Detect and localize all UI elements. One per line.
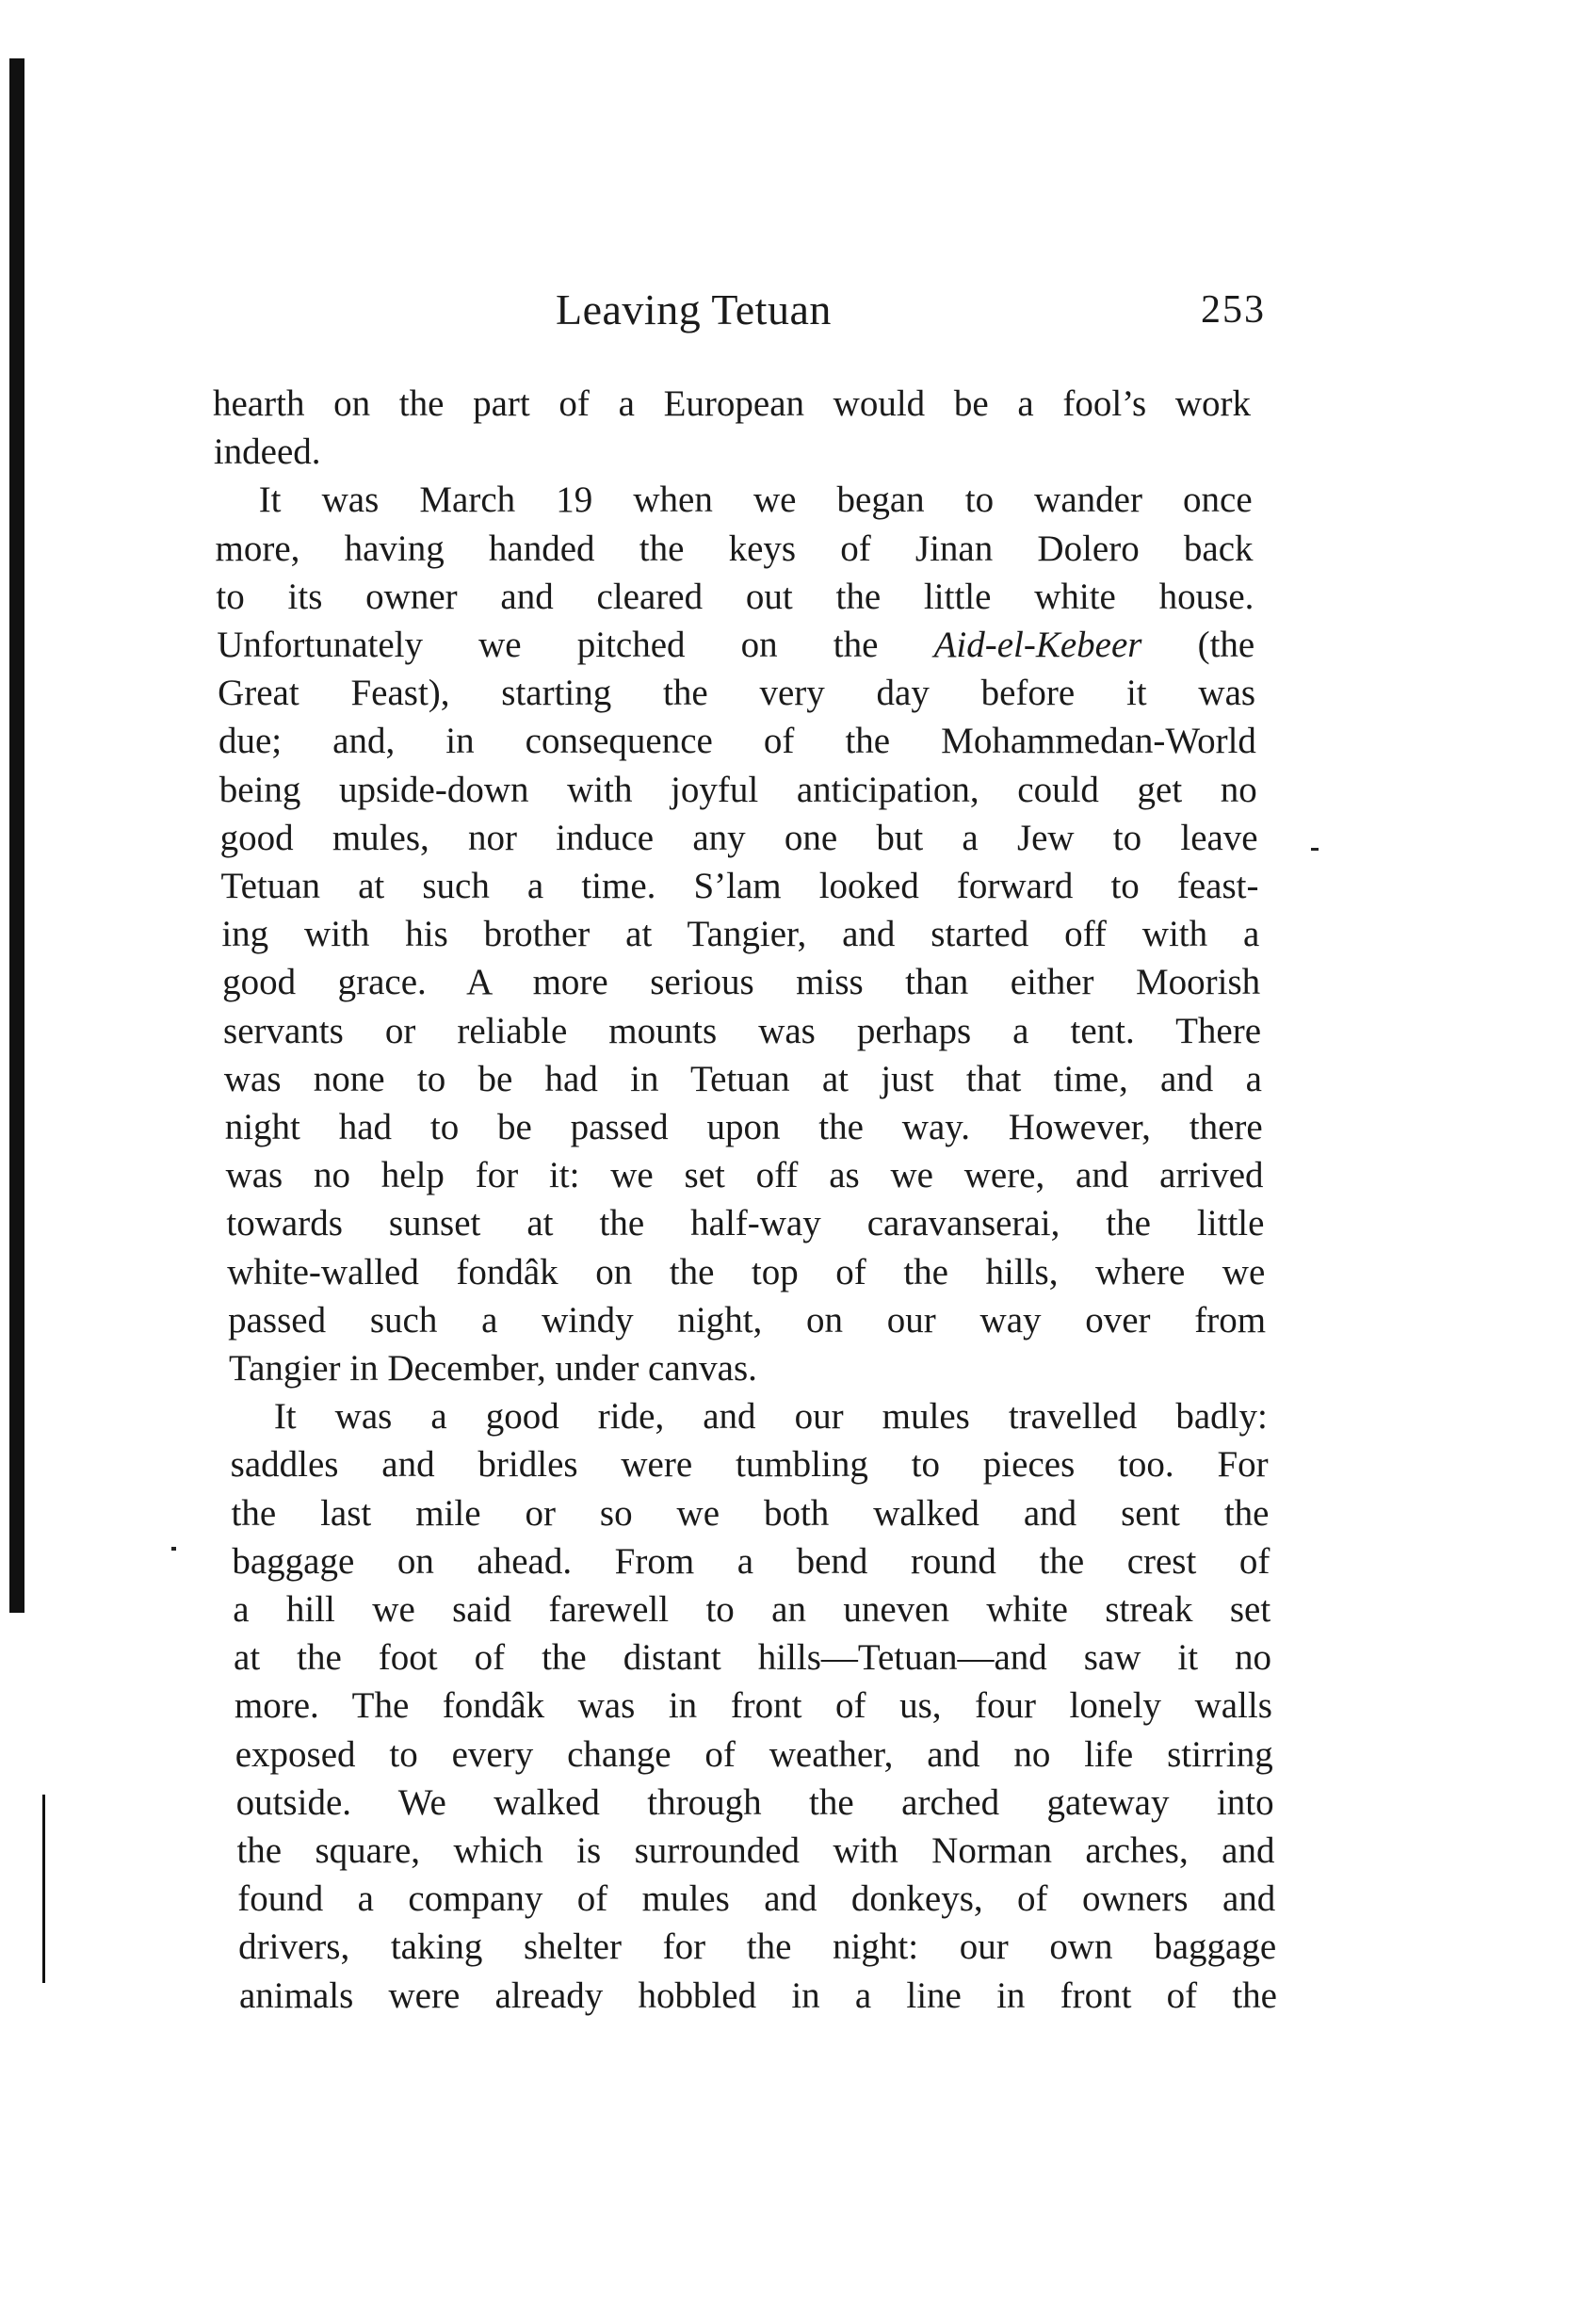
line-text: night had to be passed upon the way. However, there	[224, 1107, 1263, 1147]
line-text: the last mile or so we both walked and sent the	[231, 1492, 1270, 1534]
line-text: It was a good ride, and our mules travelled badly:	[273, 1396, 1268, 1438]
line-text: being upside-down with joyful anticipation, could get no	[218, 769, 1257, 810]
text-line	[233, 1588, 1270, 1632]
text-line	[231, 1443, 1269, 1487]
text-line	[218, 720, 1256, 763]
text-line	[216, 576, 1254, 619]
scan-binding-edge	[9, 58, 24, 1613]
line-text-after: (the	[1141, 625, 1255, 665]
line-text: servants or reliable mounts was perhaps a tent. There	[223, 1010, 1262, 1051]
text-line	[221, 913, 1259, 956]
text-line	[232, 1540, 1270, 1584]
running-header-title: Leaving Tetuan	[556, 285, 832, 333]
page-number: 253	[1201, 288, 1266, 332]
text-line	[227, 1251, 1265, 1294]
text-line	[236, 1829, 1274, 1873]
text-line	[235, 1733, 1273, 1777]
line-text: hearth on the part of a European would be a fool’s work	[213, 383, 1251, 424]
line-text: was none to be had in Tetuan at just that time, and a	[223, 1058, 1262, 1099]
line-text: Tetuan at such a time. S’lam looked forward to feast-	[220, 866, 1259, 906]
text-line	[214, 431, 1252, 474]
text-line	[226, 1154, 1264, 1197]
text-line	[220, 817, 1258, 860]
text-line	[220, 865, 1258, 908]
text-line	[232, 1492, 1270, 1536]
line-text: Tangier in December, under canvas.	[228, 1348, 757, 1389]
scan-binding-edge-lower	[42, 1795, 45, 1983]
line-text: drivers, taking shelter for the night: our own baggage	[238, 1926, 1277, 1968]
line-text: found a company of mules and donkeys, of owners and	[237, 1878, 1276, 1920]
text-line	[234, 1636, 1271, 1680]
line-text: saddles and bridles were tumbling to pieces too. For	[230, 1444, 1269, 1486]
text-line	[228, 1299, 1266, 1342]
text-line	[219, 769, 1257, 812]
scan-speck	[171, 1547, 176, 1551]
line-text: towards sunset at the half-way caravanserai, the little	[226, 1203, 1265, 1244]
line-text: baggage on ahead. From a bend round the crest of	[232, 1540, 1270, 1582]
text-line	[218, 672, 1255, 715]
line-text: was no help for it: we set off as we were, and arrived	[225, 1155, 1264, 1196]
line-text: the square, which is surrounded with Norman arches, and	[236, 1830, 1275, 1871]
line-text: outside. We walked through the arched gateway into	[235, 1781, 1274, 1823]
text-line	[217, 624, 1254, 667]
text-line	[259, 479, 1253, 522]
line-text: white-walled fondâk on the top of the hills, where we	[227, 1251, 1266, 1292]
line-text: exposed to every change of weather, and no life stirring	[235, 1733, 1273, 1775]
line-text: more. The fondâk was in front of us, four lonely walls	[234, 1685, 1272, 1727]
scan-speck	[1311, 848, 1319, 851]
text-line	[222, 961, 1260, 1004]
line-text: animals were already hobbled in a line in front of the	[239, 1975, 1277, 2016]
text-line	[229, 1347, 1267, 1390]
text-line	[274, 1395, 1268, 1438]
text-line	[237, 1877, 1275, 1921]
line-text: Great Feast), starting the very day before it was	[218, 673, 1256, 714]
text-line	[238, 1926, 1276, 1969]
line-text: indeed.	[213, 431, 321, 473]
text-line	[223, 1010, 1261, 1053]
italic-term: Aid-el-Kebeer	[933, 625, 1142, 665]
line-text: ing with his brother at Tangier, and started off with a	[221, 914, 1260, 955]
text-line	[236, 1781, 1274, 1825]
text-line	[225, 1106, 1263, 1149]
text-line	[213, 382, 1251, 426]
line-text: Unfortunately we pitched on the	[217, 625, 934, 665]
line-text: It was March 19 when we began to wander once	[258, 479, 1253, 521]
line-text: good grace. A more serious miss than either Moorish	[222, 962, 1261, 1003]
line-text: at the foot of the distant hills—Tetuan—and saw it no	[234, 1637, 1272, 1679]
line-text: a hill we said farewell to an uneven white streak set	[233, 1589, 1271, 1630]
text-line	[224, 1058, 1262, 1101]
line-text: passed such a windy night, on our way over from	[228, 1299, 1267, 1341]
line-text: to its owner and cleared out the little white house.	[216, 576, 1254, 617]
text-line	[235, 1684, 1272, 1728]
line-text: due; and, in consequence of the Mohammedan-World	[218, 721, 1256, 762]
line-text: more, having handed the keys of Jinan Dolero back	[215, 528, 1254, 569]
line-text: good mules, nor induce any one but a Jew to leave	[219, 817, 1258, 858]
text-line	[226, 1202, 1264, 1245]
text-line	[239, 1975, 1277, 2018]
text-line	[216, 528, 1254, 571]
